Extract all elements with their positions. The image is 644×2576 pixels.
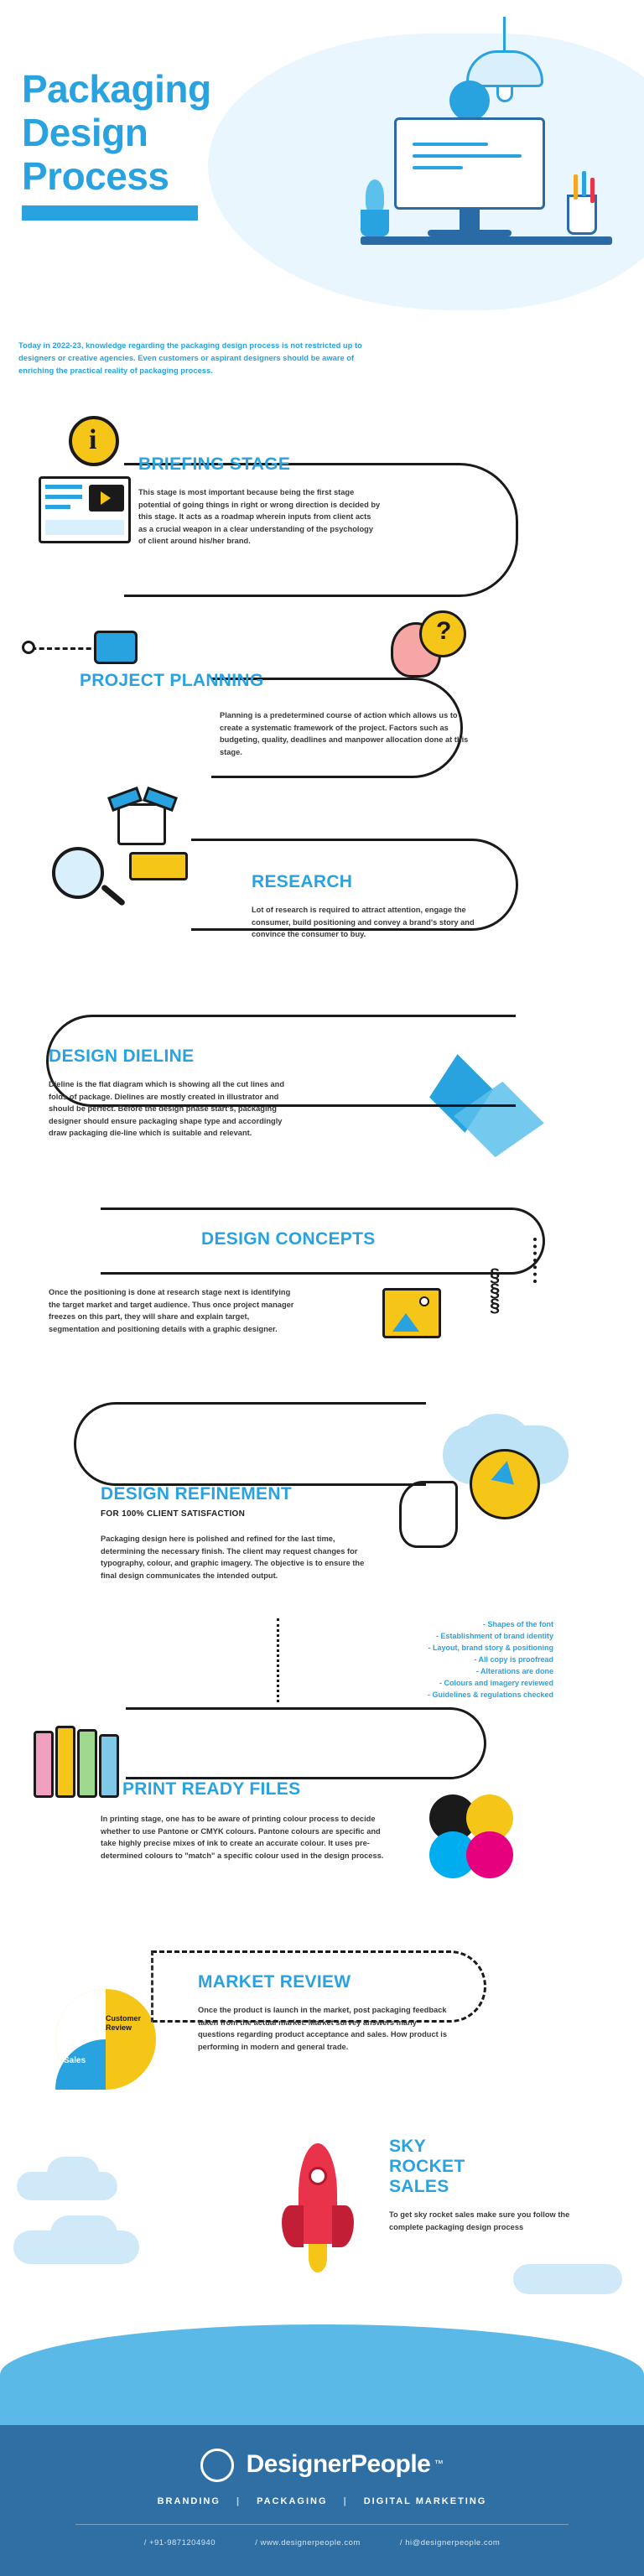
magnifier-box-icon: [52, 847, 104, 899]
footer-tag-separator: |: [236, 2496, 242, 2506]
title-underline: [22, 205, 198, 221]
play-icon: [101, 491, 111, 505]
information-icon-glyph: i: [89, 424, 97, 455]
checklist-item: - Layout, brand story & positioning: [428, 1644, 553, 1652]
header: [0, 0, 644, 335]
step-body-briefing-stage: This stage is most important because being the first stage potential of going things in right or wrong direction is decided by this stage. It acts as a roadmap wherein inputs from client acts as a crucial weapon in a clear understanding of the psychology of client around his/her brand.: [138, 488, 381, 545]
step-body-design-dieline: Dieline is the flat diagram which is showing all the cut lines and folds of package. Dielines are mostly created in illustrator and should be perfect. Before the design phase start's, packaging designer should ensure packaging shape type and accordingly draw packaging die-line which is suitable and relevant.: [49, 1080, 285, 1137]
rocket-flame: [309, 2244, 327, 2272]
planning-node-icon: [22, 641, 35, 654]
footer: [0, 2324, 644, 2576]
flow-connector-6: [74, 1402, 426, 1486]
step-subtitle-design-refinement: FOR 100% CLIENT SATISFACTION: [101, 1509, 246, 1519]
monitor-line: [413, 143, 488, 146]
step-title-design-concepts: DESIGN CONCEPTS: [201, 1229, 376, 1249]
research-label-icon: [129, 852, 188, 880]
pen-icon: [574, 174, 578, 200]
sky-rocket-title-line-1: SKY: [389, 2137, 427, 2156]
doc-line: [45, 495, 82, 499]
step-body-print-ready-files: In printing stage, one has to be aware of printing colour process to decide whether to use Pantone or CMYK colours. Pantone colours are specific and take highly precise mixes of ink to create an accurate colour. It uses pre-determined colours to "match" a specific colour used in the design process.: [101, 1815, 384, 1860]
step-body-design-refinement: Packaging design here is polished and refined for the last time, determining the necessary finish. The client may request changes for typography, colour, and graphic imagery. The objective is to ensure the final design communicates the intended output.: [101, 1535, 365, 1580]
step-body-project-planning: Planning is a predetermined course of action which allows us to create a systematic framework of the project. Factors such as budgeting, quality, deadlines and manpower allocation done at this stage.: [220, 711, 469, 756]
pen-icon: [590, 178, 595, 203]
doc-line: [45, 485, 82, 489]
cmyk-magenta-circle: [466, 1831, 513, 1878]
footer-tag-packaging: PACKAGING: [257, 2496, 328, 2506]
plant-icon: [366, 179, 384, 213]
footer-tag-digital-marketing: DIGITAL MARKETING: [363, 2496, 487, 2506]
doc-footer-block: [45, 520, 124, 535]
footer-brand-name: DesignerPeople: [246, 2450, 431, 2478]
monitor-base: [428, 230, 512, 236]
step-title-briefing-stage: BRIEFING STAGE: [138, 454, 291, 474]
lightning-bolt-icon: [491, 1458, 519, 1484]
step-body-research: Lot of research is required to attract attention, engage the consumer, build positioning and convey a brand's story and convince the consumer to buy.: [252, 906, 475, 938]
step-title-print-ready-files: PRINT READY FILES: [122, 1779, 301, 1799]
step-title-project-planning: PROJECT PLANNING: [80, 671, 264, 690]
dp-monogram-icon: [200, 2449, 234, 2482]
idea-bulb-cloud-icon: [470, 1449, 540, 1519]
rocket-window: [309, 2167, 327, 2185]
person-icon: [449, 80, 490, 121]
page-title-line-3: Process: [22, 154, 169, 198]
plant-pot-icon: [361, 210, 389, 236]
step-body-design-concepts: Once the positioning is done at research stage next is identifying the target market and target audience. Thus once project manager freezes on this part, they will share and explain target, segmentation and positioning details with a graphic designer.: [49, 1288, 294, 1333]
checklist-item: - Guidelines & regulations checked: [427, 1690, 553, 1699]
rocket-fin-left: [282, 2205, 304, 2247]
refinement-head-icon: [399, 1481, 458, 1548]
flow-connector-7: [126, 1707, 486, 1779]
step-body-market-review: Once the product is launch in the market, post packaging feedback taken from the actual market. Market survey answers many questions regarding product acceptance and sales. How product is performing in modern and general trade.: [198, 2006, 448, 2051]
footer-website[interactable]: / www.designerpeople.com: [255, 2538, 361, 2547]
cloud-decoration: [50, 2215, 117, 2252]
pantone-swatch-4: [99, 1734, 119, 1798]
monitor-stand: [460, 210, 480, 231]
monitor-line: [413, 154, 522, 158]
footer-divider: [75, 2524, 569, 2525]
rocket-fin-right: [332, 2205, 354, 2247]
monitor-line: [413, 166, 463, 169]
picture-sun: [419, 1296, 429, 1306]
cloud-decoration: [513, 2264, 622, 2294]
pen-icon: [582, 171, 586, 196]
page-title: [22, 67, 211, 198]
question-mark-glyph: ?: [436, 617, 452, 645]
checklist-item: - All copy is proofread: [474, 1655, 553, 1664]
planning-block-icon: [94, 631, 138, 664]
desk-surface: [361, 236, 612, 245]
footer-email[interactable]: / hi@designerpeople.com: [399, 2538, 501, 2547]
checklist-item: - Shapes of the font: [483, 1620, 553, 1628]
pantone-swatch-icon: [34, 1731, 54, 1798]
step-title-sky-rocket-sales: [389, 2137, 465, 2197]
checklist-item: - Alterations are done: [475, 1667, 553, 1675]
footer-tags: [0, 2496, 644, 2506]
pie-label-customer-review: Customer Review: [106, 2014, 142, 2032]
squiggle-decoration: § § §: [490, 1265, 501, 1316]
sky-rocket-title-line-3: SALES: [389, 2177, 449, 2196]
intro-paragraph: Today in 2022-23, knowledge regarding the packaging design process is not restricted up to designers or creative agencies. Even customers or aspirant designers should be aware of enriching the practical reality of packaging process.: [18, 340, 362, 375]
dotted-decoration: [533, 1238, 537, 1283]
footer-phone[interactable]: / +91-9871204940: [143, 2538, 216, 2547]
footer-tag-separator: |: [343, 2496, 348, 2506]
sky-rocket-title-line-2: ROCKET: [389, 2157, 465, 2176]
step-title-research: RESEARCH: [252, 872, 353, 891]
pantone-swatch-3: [77, 1729, 97, 1798]
step-title-design-refinement: DESIGN REFINEMENT: [101, 1484, 292, 1504]
page-title-line-1: Packaging: [22, 67, 211, 111]
footer-logo-row: [0, 2450, 644, 2485]
page-title-line-2: Design: [22, 111, 148, 154]
open-box-icon: [117, 803, 166, 845]
checklist-item: - Establishment of brand identity: [435, 1632, 553, 1640]
cloud-decoration: [47, 2157, 99, 2190]
step-title-market-review: MARKET REVIEW: [198, 1972, 351, 1992]
footer-tag-branding: BRANDING: [157, 2496, 221, 2506]
pie-label-sales: Sales: [64, 2056, 86, 2065]
footer-contacts: [0, 2538, 644, 2547]
doc-line: [45, 505, 70, 509]
step-title-design-dieline: DESIGN DIELINE: [49, 1046, 195, 1066]
checklist-dotted-line: [277, 1618, 279, 1702]
pantone-swatch-2: [55, 1726, 75, 1798]
monitor-icon: [394, 117, 545, 210]
checklist-item: - Colours and imagery reviewed: [439, 1679, 553, 1687]
magnifier-handle: [101, 884, 127, 906]
step-body-sky-rocket-sales: To get sky rocket sales make sure you follow the complete packaging design process: [389, 2210, 570, 2231]
footer-trademark: ™: [434, 2459, 444, 2470]
refinement-checklist: [335, 1618, 553, 1701]
picture-mountain: [392, 1313, 419, 1332]
